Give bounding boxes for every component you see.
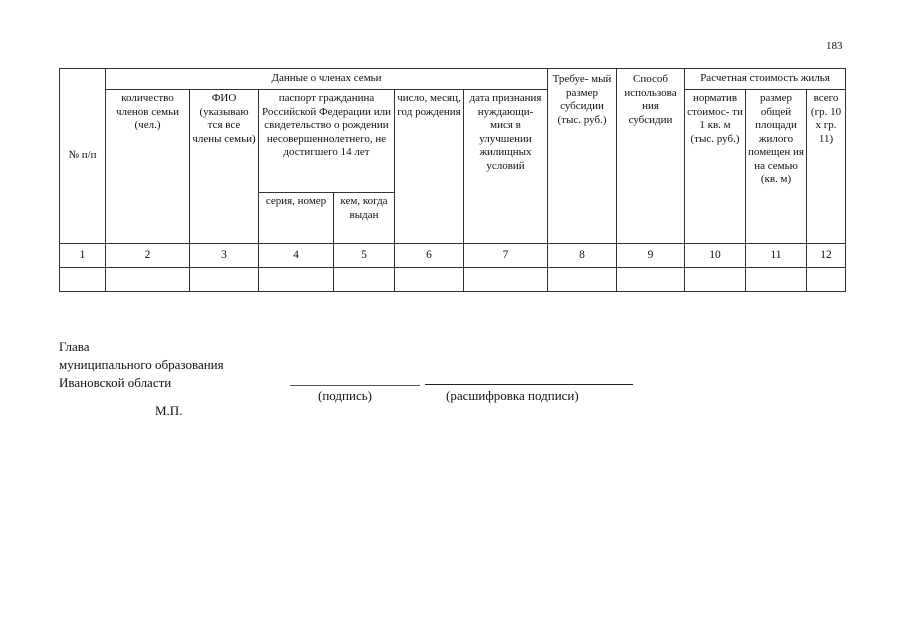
table-row bbox=[60, 268, 846, 292]
header-no: № п/п bbox=[60, 69, 106, 244]
decode-caption: (расшифровка подписи) bbox=[446, 388, 579, 403]
column-number: 7 bbox=[464, 244, 548, 268]
empty-cell[interactable] bbox=[190, 268, 259, 292]
empty-cell[interactable] bbox=[60, 268, 106, 292]
column-number: 1 bbox=[60, 244, 106, 268]
empty-cell[interactable] bbox=[548, 268, 617, 292]
column-number: 9 bbox=[617, 244, 685, 268]
header-passport: паспорт гражданина Российской Федерации или свидетельство о рождении несовершеннолетнего, не достигшего 14 лет bbox=[259, 90, 395, 193]
column-number: 11 bbox=[746, 244, 807, 268]
empty-cell[interactable] bbox=[106, 268, 190, 292]
header-count: количество членов семьи (чел.) bbox=[106, 90, 190, 244]
header-issued: кем, когда выдан bbox=[334, 193, 395, 244]
empty-cell[interactable] bbox=[259, 268, 334, 292]
header-birth: число, месяц, год рождения bbox=[395, 90, 464, 244]
header-total: всего (гр. 10 x гр. 11) bbox=[807, 90, 846, 244]
header-area: размер общей площади жилого помещен ия на семью (кв. м) bbox=[746, 90, 807, 244]
empty-cell[interactable] bbox=[464, 268, 548, 292]
signatory-title: Глава bbox=[59, 339, 90, 354]
signature-line bbox=[290, 385, 420, 386]
column-number: 3 bbox=[190, 244, 259, 268]
column-number: 8 bbox=[548, 244, 617, 268]
signature-caption: (подпись) bbox=[318, 388, 372, 403]
header-cost: Расчетная стоимость жилья bbox=[685, 69, 846, 90]
empty-cell[interactable] bbox=[395, 268, 464, 292]
column-number: 12 bbox=[807, 244, 846, 268]
signatory-block bbox=[59, 338, 224, 392]
header-norm: норматив стоимос- ти 1 кв. м (тыс. руб.) bbox=[685, 90, 746, 244]
column-number: 4 bbox=[259, 244, 334, 268]
column-number: 10 bbox=[685, 244, 746, 268]
family-data-table bbox=[59, 68, 846, 292]
header-subsidy: Требуе- мый размер субсидии (тыс. руб.) bbox=[548, 69, 617, 244]
stamp-place: М.П. bbox=[155, 403, 183, 418]
decode-line bbox=[425, 384, 633, 385]
header-family-members: Данные о членах семьи bbox=[106, 69, 548, 90]
column-number: 2 bbox=[106, 244, 190, 268]
empty-cell[interactable] bbox=[746, 268, 807, 292]
empty-cell[interactable] bbox=[334, 268, 395, 292]
empty-cell[interactable] bbox=[685, 268, 746, 292]
page-number: 183 bbox=[826, 40, 843, 52]
column-number: 6 bbox=[395, 244, 464, 268]
header-fio: ФИО (указываю тся все члены семьи) bbox=[190, 90, 259, 244]
signatory-region: Ивановской области bbox=[59, 375, 172, 390]
empty-cell[interactable] bbox=[617, 268, 685, 292]
signatory-municipality: муниципального образования bbox=[59, 357, 224, 372]
header-recognition: дата признания нуждающи- мися в улучшении жилищных условий bbox=[464, 90, 548, 244]
header-method: Способ использова ния субсидии bbox=[617, 69, 685, 244]
header-series: серия, номер bbox=[259, 193, 334, 244]
empty-cell[interactable] bbox=[807, 268, 846, 292]
column-number: 5 bbox=[334, 244, 395, 268]
